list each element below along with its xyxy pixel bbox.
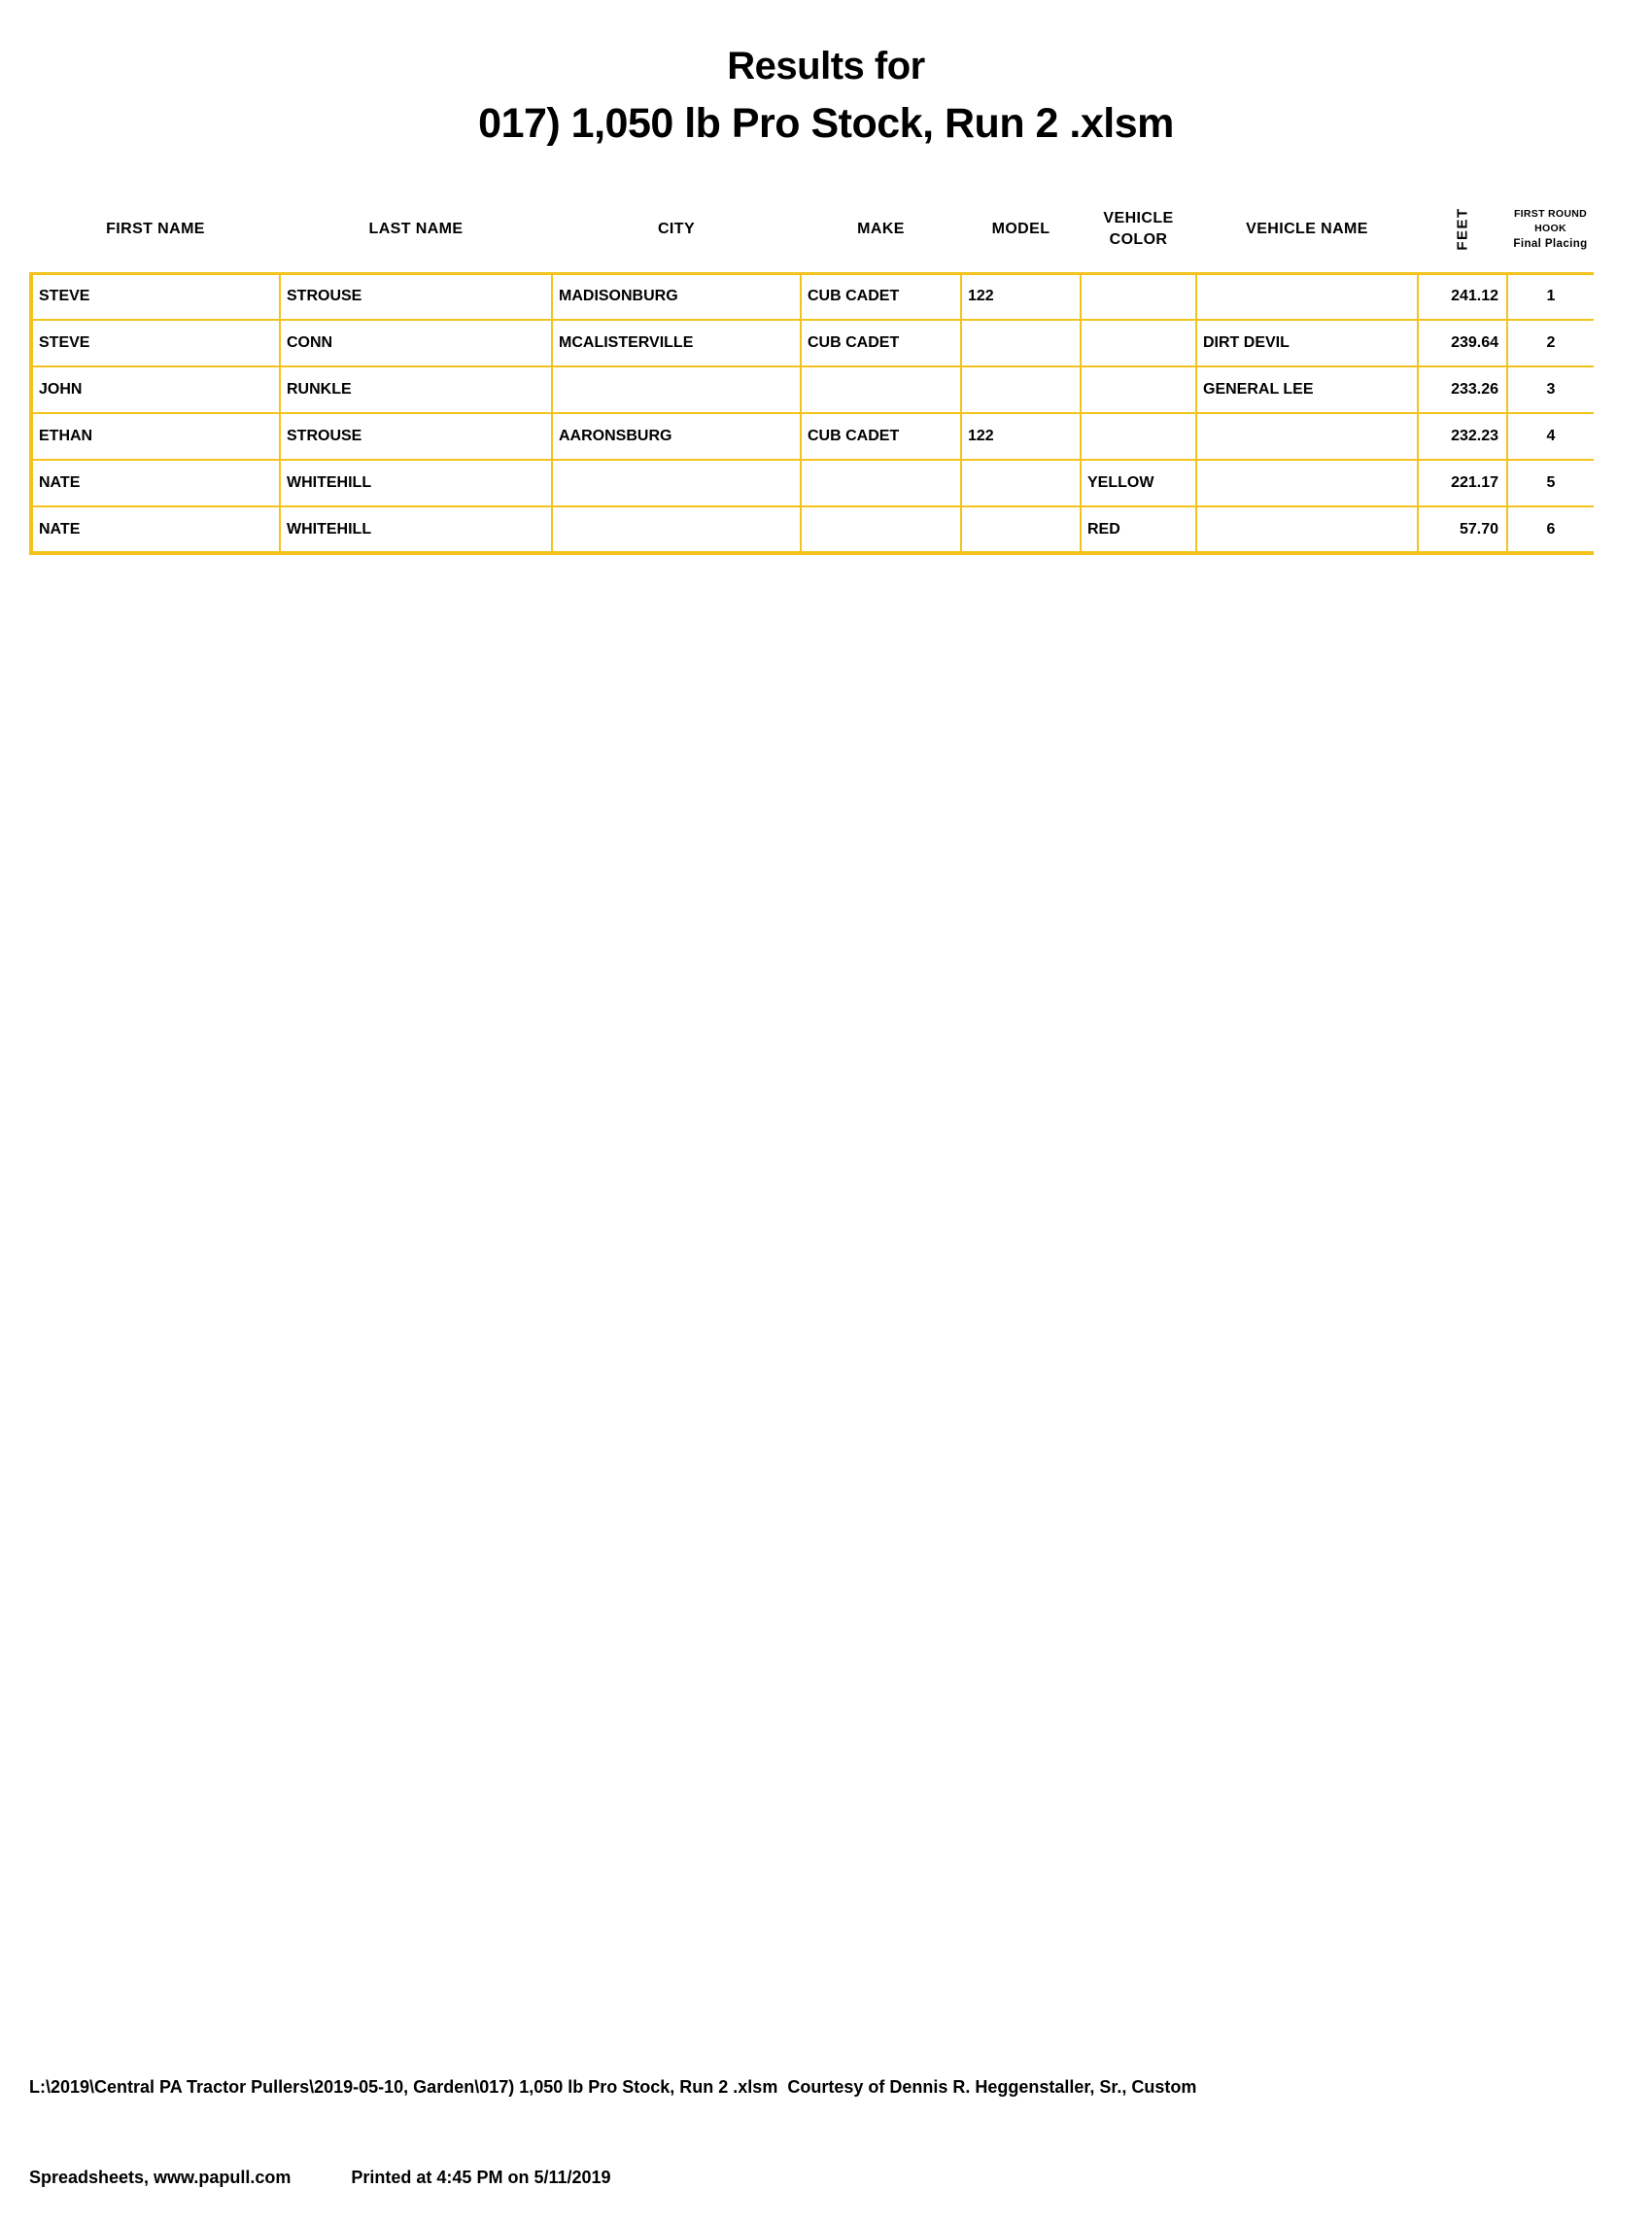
cell-feet: 221.17 (1418, 460, 1507, 506)
footer (29, 2012, 1584, 2223)
table-row (31, 366, 1594, 413)
cell-vehicle-color (1081, 366, 1196, 413)
cell-first-name: NATE (31, 506, 280, 553)
column-header-hook-placing (1507, 188, 1594, 273)
cell-make (801, 460, 961, 506)
cell-make (801, 366, 961, 413)
cell-model (961, 320, 1081, 366)
cell-vehicle-name (1196, 413, 1418, 460)
cell-first-name: ETHAN (31, 413, 280, 460)
cell-last-name: STROUSE (280, 273, 552, 320)
cell-vehicle-color: RED (1081, 506, 1196, 553)
cell-make (801, 506, 961, 553)
title-block (0, 45, 1652, 148)
cell-city (552, 506, 801, 553)
column-header-vehicle-name: VEHICLE NAME (1246, 221, 1368, 238)
cell-vehicle-name (1196, 506, 1418, 553)
cell-vehicle-name: GENERAL LEE (1196, 366, 1418, 413)
cell-feet: 241.12 (1418, 273, 1507, 320)
hook-header-line3: Final Placing (1513, 238, 1588, 251)
cell-city: AARONSBURG (552, 413, 801, 460)
printed-timestamp: Printed at 4:45 PM on 5/11/2019 (351, 2168, 611, 2187)
cell-vehicle-name (1196, 460, 1418, 506)
feet-rotated-label: FEET (1454, 207, 1471, 251)
cell-first-name: STEVE (31, 320, 280, 366)
column-header-city: CITY (657, 221, 696, 238)
cell-city (552, 366, 801, 413)
column-header-model: MODEL (991, 221, 1050, 238)
cell-model (961, 366, 1081, 413)
table-row (31, 460, 1594, 506)
cell-placing: 5 (1507, 460, 1594, 506)
cell-first-name: NATE (31, 460, 280, 506)
cell-placing: 3 (1507, 366, 1594, 413)
cell-first-name: JOHN (31, 366, 280, 413)
cell-city: MADISONBURG (552, 273, 801, 320)
table-row (31, 320, 1594, 366)
cell-last-name: WHITEHILL (280, 506, 552, 553)
cell-last-name: CONN (280, 320, 552, 366)
cell-last-name: RUNKLE (280, 366, 552, 413)
column-header-first-name: FIRST NAME (106, 221, 205, 238)
cell-make: CUB CADET (801, 413, 961, 460)
footer-website: Spreadsheets, www.papull.com (29, 2168, 292, 2187)
cell-first-name: STEVE (31, 273, 280, 320)
cell-make: CUB CADET (801, 320, 961, 366)
footer-path-line: L:\2019\Central PA Tractor Pullers\2019-05-10, Garden\017) 1,050 lb Pro Stock, Run 2 .xlsm Courtesy of Dennis R. Heggenstaller, Sr., Custom (29, 2077, 1197, 2097)
cell-last-name: STROUSE (280, 413, 552, 460)
cell-last-name: WHITEHILL (280, 460, 552, 506)
page-title-line2: 017) 1,050 lb Pro Stock, Run 2 .xlsm (478, 100, 1174, 147)
table-row (31, 273, 1594, 320)
cell-vehicle-color (1081, 320, 1196, 366)
cell-vehicle-name: DIRT DEVIL (1196, 320, 1418, 366)
results-table (29, 188, 1594, 555)
column-header-last-name: LAST NAME (368, 221, 464, 238)
cell-placing: 1 (1507, 273, 1594, 320)
column-header-vehicle-color: VEHICLE COLOR (1103, 210, 1174, 249)
cell-placing: 2 (1507, 320, 1594, 366)
cell-city (552, 460, 801, 506)
cell-placing: 4 (1507, 413, 1594, 460)
cell-model: 122 (961, 413, 1081, 460)
column-header-feet (1418, 188, 1507, 273)
hook-header-line2: HOOK (1534, 223, 1566, 235)
cell-feet: 57.70 (1418, 506, 1507, 553)
cell-vehicle-color: YELLOW (1081, 460, 1196, 506)
cell-model (961, 506, 1081, 553)
cell-city: MCALISTERVILLE (552, 320, 801, 366)
cell-placing: 6 (1507, 506, 1594, 553)
table-row (31, 413, 1594, 460)
cell-feet: 239.64 (1418, 320, 1507, 366)
cell-vehicle-name (1196, 273, 1418, 320)
cell-feet: 233.26 (1418, 366, 1507, 413)
header-row (31, 188, 1594, 273)
cell-vehicle-color (1081, 273, 1196, 320)
footer-second-line (29, 2163, 1584, 2193)
table-row (31, 506, 1594, 553)
page-title-line1: Results for (727, 45, 925, 87)
cell-model: 122 (961, 273, 1081, 320)
hook-header-line1: FIRST ROUND (1513, 208, 1588, 221)
cell-model (961, 460, 1081, 506)
cell-make: CUB CADET (801, 273, 961, 320)
column-header-make: MAKE (857, 221, 905, 238)
cell-feet: 232.23 (1418, 413, 1507, 460)
cell-vehicle-color (1081, 413, 1196, 460)
